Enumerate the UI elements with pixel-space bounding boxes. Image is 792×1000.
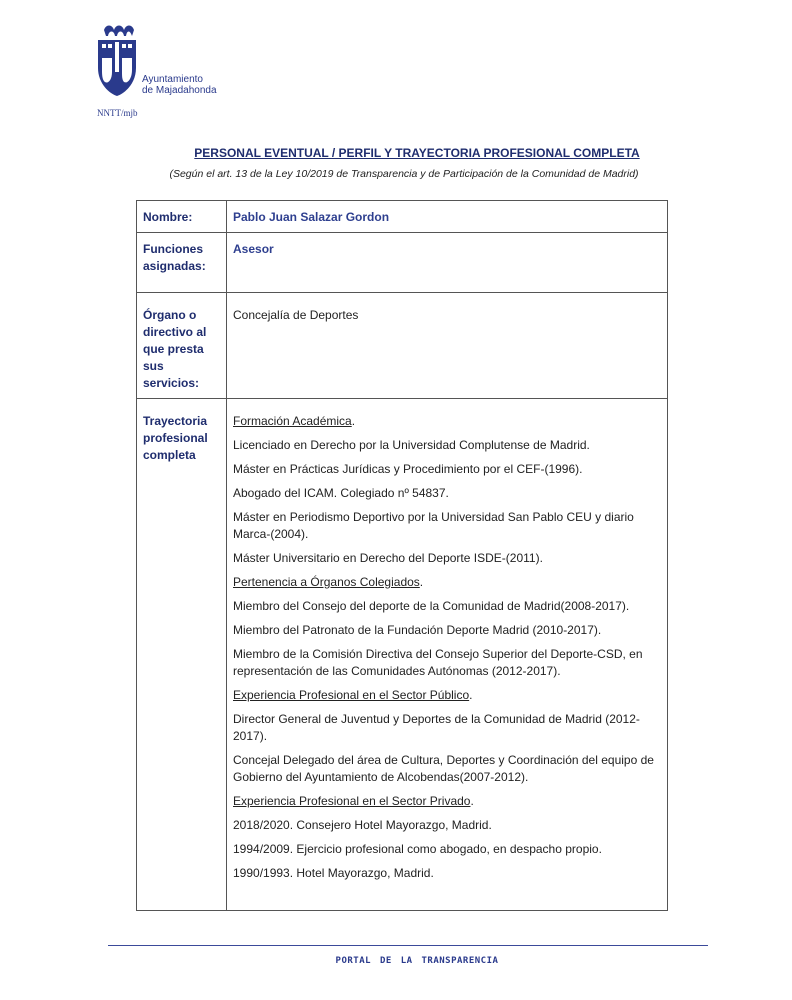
trayectoria-item: Licenciado en Derecho por la Universidad Complutense de Madrid. [233, 438, 590, 452]
value-funciones: Asesor [227, 233, 668, 293]
trayectoria-items [233, 413, 661, 882]
logo-line-2: de Majadahonda [142, 85, 217, 96]
profile-table [136, 200, 668, 911]
trayectoria-item: Miembro del Patronato de la Fundación Deporte Madrid (2010-2017). [233, 623, 602, 637]
trayectoria-list [227, 399, 668, 911]
trayectoria-item: Abogado del ICAM. Colegiado nº 54837. [233, 486, 449, 500]
logo-wordmark [142, 74, 217, 96]
document-subtitle: (Según el art. 13 de la Ley 10/2019 de Transparencia y de Participación de la Comunidad de Madrid) [169, 168, 639, 180]
label-funciones: Funciones asignadas: [137, 233, 227, 293]
row-nombre [137, 201, 668, 233]
section-heading-text: Formación Académica [233, 414, 352, 428]
trayectoria-item: Máster en Prácticas Jurídicas y Procedimiento por el CEF-(1996). [233, 462, 583, 476]
value-nombre: Pablo Juan Salazar Gordon [227, 201, 668, 233]
section-heading-text: Experiencia Profesional en el Sector Público [233, 688, 470, 702]
section-heading-period: . [470, 794, 474, 808]
row-organo [137, 293, 668, 399]
logo-line-1: Ayuntamiento [142, 74, 203, 85]
trayectoria-item: Máster en Periodismo Deportivo por la Universidad San Pablo CEU y diario Marca-(2004). [233, 510, 634, 541]
section-heading-period: . [351, 414, 356, 428]
department-code: NNTT/mjb [97, 108, 138, 118]
trayectoria-item: 1990/1993. Hotel Mayorazgo, Madrid. [233, 866, 434, 880]
section-heading-text: Pertenencia a Órganos Colegiados [233, 575, 420, 589]
section-heading [233, 574, 661, 591]
section-heading-period: . [419, 575, 424, 589]
label-trayectoria: Trayectoria profesional completa [137, 399, 227, 911]
trayectoria-item: Concejal Delegado del área de Cultura, Deportes y Coordinación del equipo de Gobierno del Ayuntamiento de Alcobendas(2007-2012). [233, 753, 654, 784]
value-organo: Concejalía de Deportes [227, 293, 668, 399]
trayectoria-item: 2018/2020. Consejero Hotel Mayorazgo, Madrid. [233, 818, 492, 832]
section-heading-text: Experiencia Profesional en el Sector Privado [233, 794, 471, 808]
trayectoria-item: 1994/2009. Ejercicio profesional como abogado, en despacho propio. [233, 842, 602, 856]
trayectoria-item: Miembro del Consejo del deporte de la Comunidad de Madrid(2008-2017). [233, 599, 630, 613]
footer-portal-label: PORTAL DE LA TRANSPARENCIA [335, 956, 499, 966]
row-funciones [137, 233, 668, 293]
trayectoria-item: Miembro de la Comisión Directiva del Consejo Superior del Deporte-CSD, en representación de las Comunidades Autónomas (2012-2017). [233, 647, 643, 678]
trayectoria-item: Máster Universitario en Derecho del Deporte ISDE-(2011). [233, 551, 543, 565]
label-nombre: Nombre: [137, 201, 227, 233]
section-heading [233, 687, 661, 704]
section-heading [233, 793, 661, 810]
document-title: PERSONAL EVENTUAL / PERFIL Y TRAYECTORIA PROFESIONAL COMPLETA [194, 146, 640, 160]
section-heading [233, 413, 661, 430]
footer-divider [108, 945, 708, 946]
trayectoria-item: Director General de Juventud y Deportes de la Comunidad de Madrid (2012-2017). [233, 712, 640, 743]
section-heading-period: . [469, 688, 473, 702]
row-trayectoria [137, 399, 668, 911]
label-organo: Órgano o directivo al que presta sus servicios: [137, 293, 227, 399]
